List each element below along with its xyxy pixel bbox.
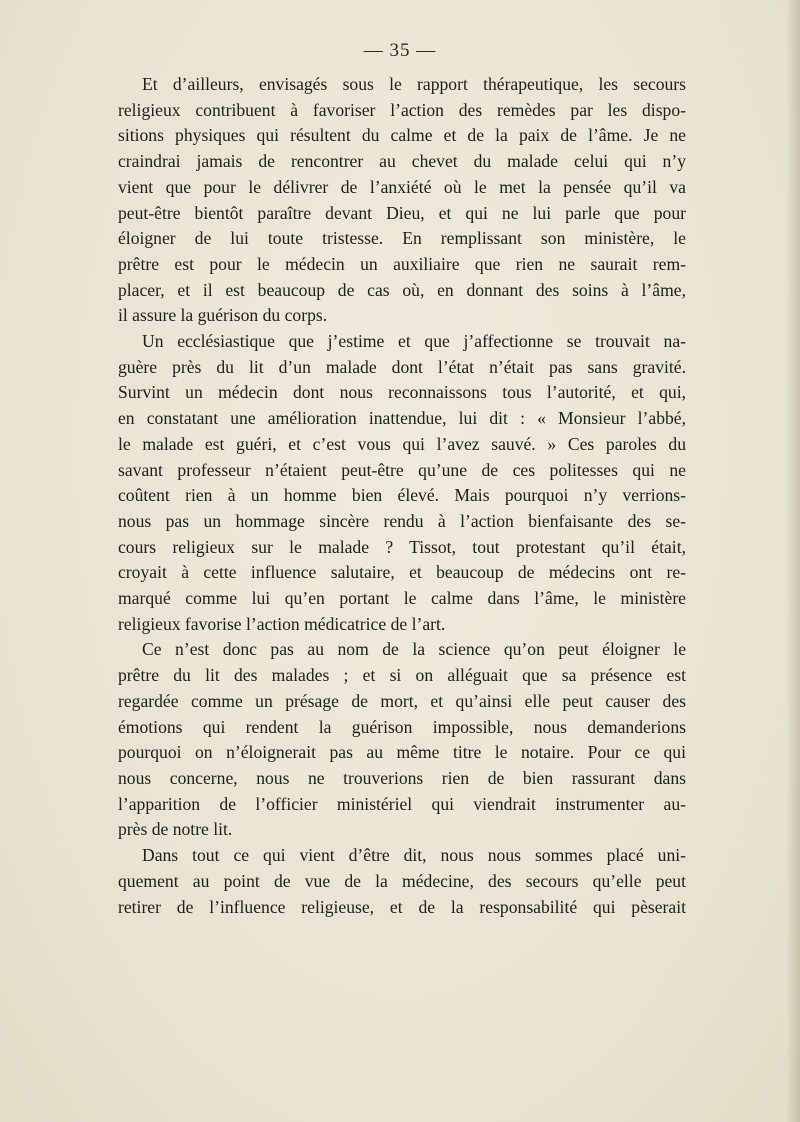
text-line: le malade est guéri, et c’est vous qui l’avez sauvé. » Ces paroles du <box>118 433 686 454</box>
text-line: pourquoi on n’éloignerait pas au même titre le notaire. Pour ce qui <box>118 742 686 763</box>
text-line: il assure la guérison du corps. <box>118 305 328 326</box>
text-line: Survint un médecin dont nous reconnaissons tous l’autorité, et qui, <box>118 382 686 403</box>
text-line: vient que pour le délivrer de l’anxiété où le met la pensée qu’il va <box>118 176 686 197</box>
paragraph-2 <box>118 329 686 637</box>
text-line: religieux favorise l’action médicatrice de l’art. <box>118 613 446 634</box>
text-line: religieux contribuent à favoriser l’action des remèdes par les dispo- <box>118 99 686 120</box>
text-line: Un ecclésiastique que j’estime et que j’affectionne se trouvait na- <box>142 331 686 352</box>
text-line: marqué comme lui qu’en portant le calme dans l’âme, le ministère <box>118 588 686 609</box>
text-line: éloigner de lui toute tristesse. En remplissant son ministère, le <box>118 228 686 249</box>
text-line: craindrai jamais de rencontrer au chevet du malade celui qui n’y <box>118 151 686 172</box>
paragraph-3 <box>118 637 686 843</box>
text-line: peut-être bientôt paraître devant Dieu, et qui ne lui parle que pour <box>118 202 686 223</box>
page-edge-shadow <box>786 0 800 1122</box>
text-line: nous pas un hommage sincère rendu à l’action bienfaisante des se- <box>118 510 686 531</box>
text-line: coûtent rien à un homme bien élevé. Mais pourquoi n’y verrions- <box>118 485 686 506</box>
text-line: Et d’ailleurs, envisagés sous le rapport thérapeutique, les secours <box>142 74 686 94</box>
text-line: émotions qui rendent la guérison impossible, nous demanderions <box>118 716 686 737</box>
text-line: retirer de l’influence religieuse, et de la responsabilité qui pèserait <box>118 896 686 917</box>
text-line: regardée comme un présage de mort, et qu’ainsi elle peut causer des <box>118 690 686 711</box>
text-line: en constatant une amélioration inattendue, lui dit : « Monsieur l’abbé, <box>118 408 686 429</box>
text-line: sitions physiques qui résultent du calme et de la paix de l’âme. Je ne <box>118 125 686 146</box>
paragraph-1 <box>118 72 686 329</box>
text-line: prêtre du lit des malades ; et si on alléguait que sa présence est <box>118 665 686 686</box>
text-line: l’apparition de l’officier ministériel qui viendrait instrumenter au- <box>118 793 686 814</box>
text-line: Ce n’est donc pas au nom de la science qu’on peut éloigner le <box>142 639 686 660</box>
text-line: placer, et il est beaucoup de cas où, en donnant des soins à l’âme, <box>118 279 686 300</box>
text-line: cours religieux sur le malade ? Tissot, tout protestant qu’il était, <box>118 536 686 557</box>
text-line: nous concerne, nous ne trouverions rien de bien rassurant dans <box>118 767 686 788</box>
page-number: — 35 — <box>363 40 437 61</box>
body-text <box>118 72 686 920</box>
text-line: près de notre lit. <box>118 819 233 840</box>
text-line: guère près du lit d’un malade dont l’état n’était pas sans gravité. <box>118 356 686 377</box>
text-line: savant professeur n’étaient peut-être qu’une de ces politesses qui ne <box>118 459 686 480</box>
text-line: croyait à cette influence salutaire, et beaucoup de médecins ont re- <box>118 562 686 583</box>
paragraph-4 <box>118 843 686 920</box>
text-line: prêtre est pour le médecin un auxiliaire que rien ne saurait rem- <box>118 253 686 274</box>
text-line: Dans tout ce qui vient d’être dit, nous nous sommes placé uni- <box>142 845 686 866</box>
text-line: quement au point de vue de la médecine, des secours qu’elle peut <box>118 870 686 891</box>
